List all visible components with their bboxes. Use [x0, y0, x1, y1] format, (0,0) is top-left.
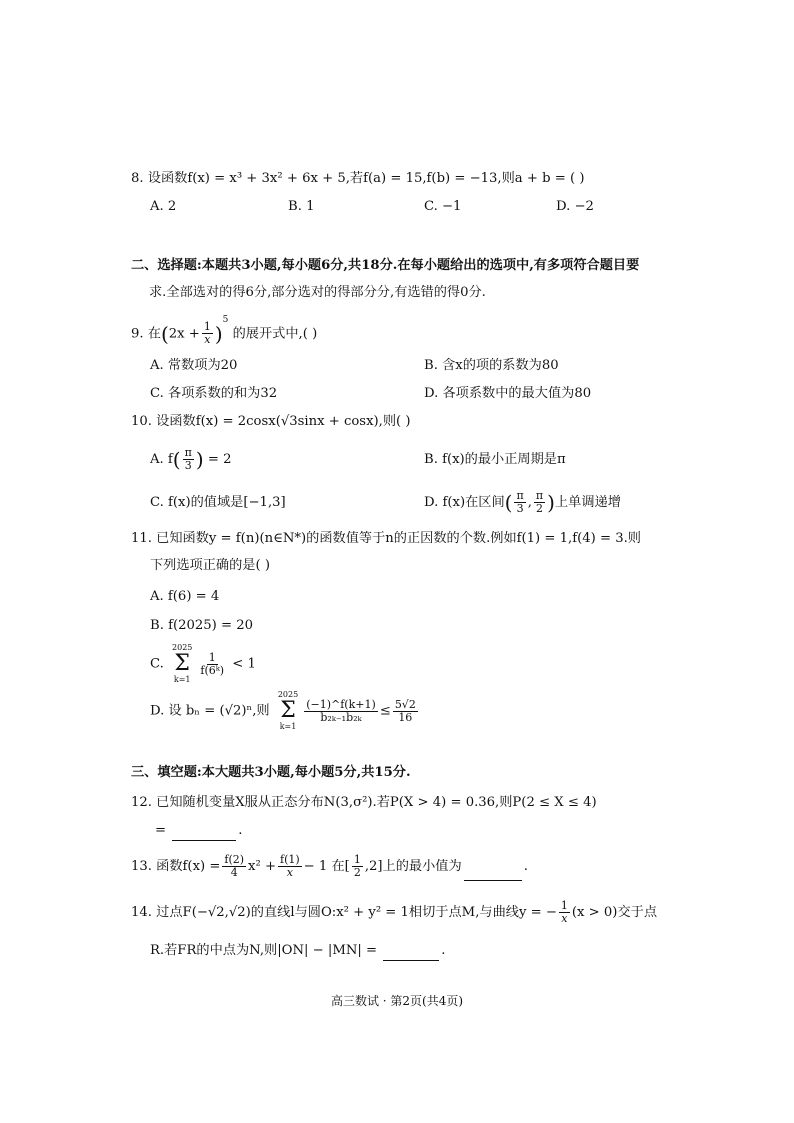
q14-stem-line2: R.若FR的中点为N,则|ON| − |MN| = .	[150, 942, 445, 961]
q8-option-d: D. −2	[556, 199, 594, 214]
q12-stem-line2: = .	[155, 822, 242, 841]
q11-option-b: B. f(2025) = 20	[150, 618, 254, 633]
q8-option-b: B. 1	[288, 199, 315, 214]
q8-option-c: C. −1	[424, 199, 462, 214]
q12-answer-blank[interactable]	[172, 822, 236, 841]
q9-number: 9. 在	[131, 326, 161, 342]
q13-stem: 13. 函数f(x) = $\frac{f(2)}{4}$ x² + $\frac{f(1)}{x}$ − 1 在[ $\frac{1}{2}$ ,2]上的最小值为 .	[131, 853, 528, 879]
q8-option-a: A. 2	[150, 199, 177, 214]
q10-stem: 10. 设函数f(x) = 2cosx(√3sinx + cosx),则( )	[131, 414, 411, 429]
q9-option-c: C. 各项系数的和为32	[150, 386, 278, 401]
q11-stem-line1: 11. 已知函数y = f(n)(n∈N*)的函数值等于n的正因数的个数.例如f(1) = 1,f(4) = 3.则	[131, 531, 641, 546]
q9-fraction: $\frac{1}{x}$	[203, 320, 211, 347]
section3-heading: 三、填空题:本大题共3小题,每小题5分,共15分.	[131, 765, 411, 780]
q10-option-c: C. f(x)的值域是[−1,3]	[150, 495, 286, 510]
q14-answer-blank[interactable]	[383, 942, 439, 961]
q10-option-d: D. f(x)在区间( $\frac{\pi}{3}$ , $\frac{\pi}{2}$ )上单调递增	[424, 489, 621, 515]
section2-heading-line1: 二、选择题:本题共3小题,每小题6分,共18分.在每小题给出的选项中,有多项符合题目要	[131, 258, 640, 273]
page-footer: 高三数试 · 第2页(共4页)	[330, 994, 464, 1008]
q9-option-d: D. 各项系数中的最大值为80	[424, 386, 592, 401]
section2-heading-line2: 求.全部选对的得6分,部分选对的得部分分,有选错的得0分.	[149, 285, 486, 300]
summation-icon: 2025 Σ k=1	[277, 690, 299, 731]
q9-tail: 的展开式中,( )	[232, 326, 318, 342]
q9-exponent: 5	[222, 315, 229, 325]
q9-option-b: B. 含x的项的系数为80	[424, 358, 559, 373]
q9-option-a: A. 常数项为20	[150, 358, 238, 373]
q10-option-a: A. f( $\frac{\pi}{3}$ ) = 2	[150, 446, 232, 472]
q12-stem-line1: 12. 已知随机变量X服从正态分布N(3,σ²).若P(X > 4) = 0.36,则P(2 ≤ X ≤ 4)	[131, 795, 597, 810]
q9-expr: 2x +	[168, 326, 200, 342]
q11-option-c: C. 2025 Σ k=1 $\frac{1}{\text{f(6ᵏ)}}$ < 1	[150, 643, 256, 684]
q11-stem-line2: 下列选项正确的是( )	[150, 558, 270, 573]
q14-stem-line1: 14. 过点F(−√2,√2)的直线l与圆O:x² + y² = 1相切于点M,与曲线y = − $\frac{1}{x}$ (x > 0)交于点	[131, 899, 658, 925]
q11-option-a: A. f(6) = 4	[150, 589, 220, 604]
q8-stem: 8. 设函数f(x) = x³ + 3x² + 6x + 5,若f(a) = 15,f(b) = −13,则a + b = ( )	[131, 171, 585, 186]
q10-option-b: B. f(x)的最小正周期是π	[424, 452, 566, 467]
q9-stem: 9. 在(2x + $\frac{1}{x}$ )$^5$ 的展开式中,( )	[131, 315, 318, 347]
q13-answer-blank[interactable]	[464, 854, 522, 881]
summation-icon: 2025 Σ k=1	[172, 643, 193, 684]
q11-option-d: D. 设 bₙ = (√2)ⁿ,则 2025 Σ k=1 $\frac{(-1)\^{}f(k+1)}{\text{b₂ₖ₋₁b₂ₖ}}$ ≤ $\frac{5√2}{16}$	[150, 690, 416, 731]
